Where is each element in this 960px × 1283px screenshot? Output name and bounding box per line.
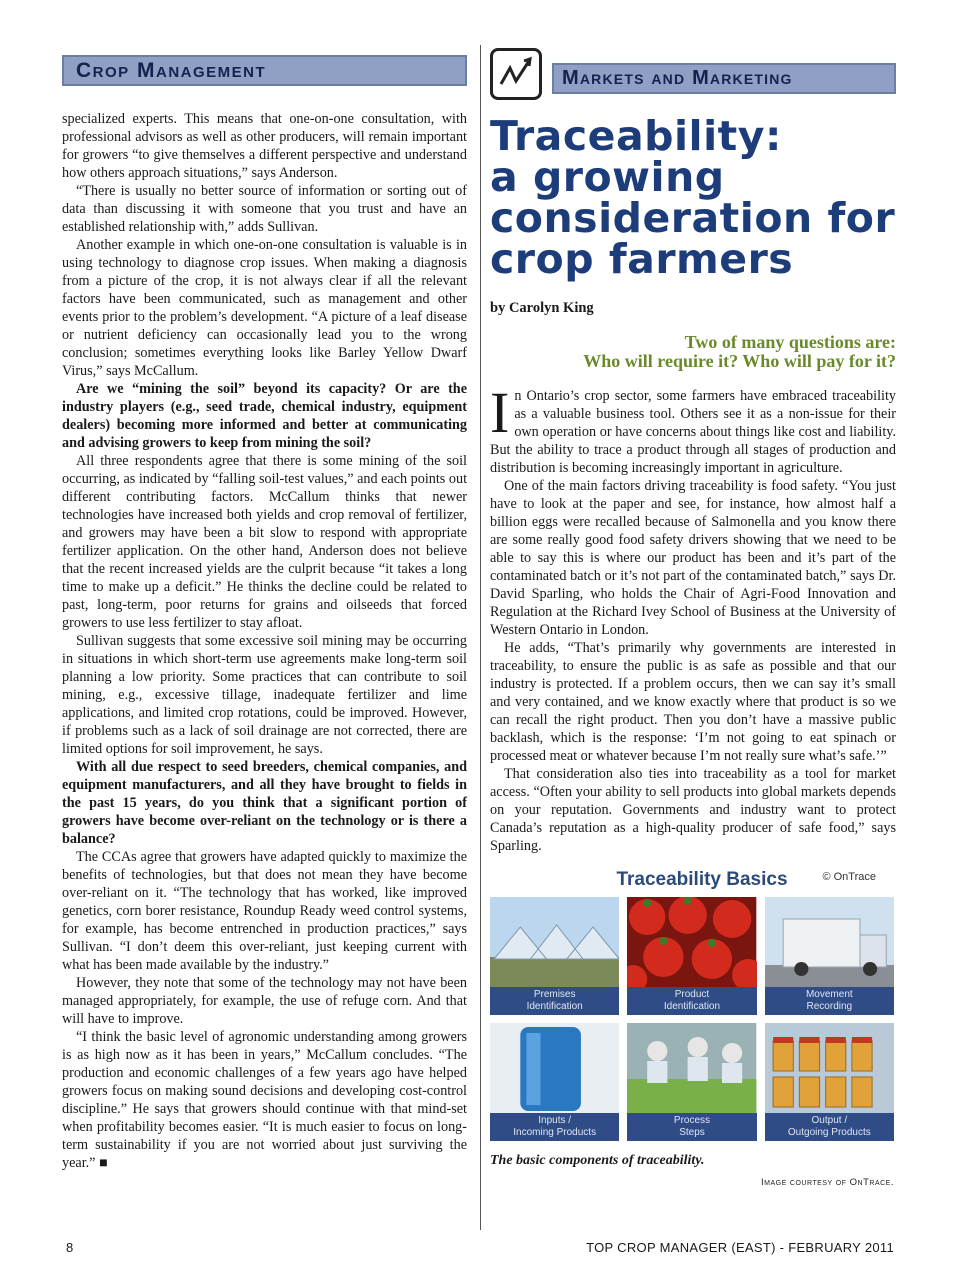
label-line: Identification (526, 1001, 583, 1012)
figure-cell-label (490, 1113, 619, 1141)
figure-cell-label (765, 987, 894, 1015)
figure-cell-label (765, 1113, 894, 1141)
section-header-crop-management (62, 55, 467, 86)
headline-line: consideration for (490, 194, 896, 242)
paragraph: All three respondents agree that there is some mining of the soil occurring, as indicated by “falling soil-test values,” and each points out different contributing factors. McCallum thinks that newer technologies have increased both yields and crop removal of fertilizer, and growers may have been a bit slow to respond with appropriate fertilizer application. On the other hand, Anderson does not believe that the recent increased yields are the culprit because “it takes a long time to make up a deficit.” He thinks the decline could be related to past, long-term, poor returns for grains and oilseeds that forced growers to use less fertilizer to stay afloat. (62, 453, 468, 631)
tomatoes-image (627, 897, 756, 989)
article-deck (490, 333, 896, 371)
figure-cell (765, 1023, 894, 1141)
byline: by Carolyn King (490, 300, 594, 316)
paragraph: “I think the basic level of agronomic understanding among growers is as high now as it has been in years,” McCallum concludes. “The production and economic challenges of a few years ago have helped growers focus on making sound decisions and developing cost-control discipline.” He says that growers should continue with that mind-set when profitability becomes easier. “It is much easier to focus on long-term sustainability if you are not worried about just surviving the year.” ■ (62, 1029, 467, 1171)
section-title: Markets and Marketing (562, 67, 793, 89)
figure-cell-label (627, 987, 756, 1015)
processing-workers-image (627, 1023, 756, 1115)
figure-caption: The basic components of traceability. (490, 1153, 705, 1168)
label-line: Process (673, 1115, 711, 1126)
label-line: Identification (663, 1001, 721, 1012)
label-line: Outgoing Products (787, 1127, 871, 1138)
headline-line: a growing (490, 153, 725, 201)
label-line: Inputs / (538, 1115, 572, 1126)
label-line: Premises (533, 989, 576, 1000)
column-divider (480, 45, 481, 1230)
figure-cell (490, 1023, 619, 1141)
page-number: 8 (66, 1240, 74, 1255)
paragraph: With all due respect to seed breeders, chemical companies, and equipment manufacturers, and all they have brought to fields in the past 15 years, do you think that a significant portion of growers have become over-reliant on the technology or is there a balance? (62, 759, 467, 847)
image-credit: Image courtesy of OnTrace. (761, 1177, 894, 1188)
truck-image (765, 897, 894, 989)
drop-cap: I (490, 380, 510, 445)
figure-cell (627, 897, 756, 1015)
headline-line: crop farmers (490, 235, 794, 283)
deck-line: Who will require it? Who will pay for it? (583, 351, 896, 371)
article-headline (490, 112, 896, 283)
greenhouse-image (490, 897, 619, 989)
paragraph: Sullivan suggests that some excessive soil mining may be occurring in situations in which short-term use agreements make long-term soil planning a low priority. Some practices that can contribute to soil mining, e.g., excessive tillage, inadequate fertilizer and lime applications, and limited crop rotations, could be improved. However, if problems such as a lack of soil drainage are not corrected, there are limited options for soil improvement, he says. (62, 633, 467, 757)
figure-title: Traceability Basics (616, 869, 788, 890)
label-line: Steps (679, 1127, 705, 1138)
paragraph: Another example in which one-on-one consultation is valuable is in using technology to diagnose crop issues. When making a diagnosis from a picture of the crop, it is not always clear if all the relevant factors have been communicated, such as management and other events prior to the problem’s development. “A picture of a leaf disease or nutrient deficiency can occasionally lead you to the wrong conclusion; sometimes everything looks like Barley Yellow Dwarf Virus,” says McCallum. (62, 237, 467, 379)
figure-cell-label (490, 987, 619, 1015)
seed-bag-image (490, 1023, 619, 1115)
label-line: Incoming Products (513, 1127, 597, 1138)
figure-grid (490, 897, 894, 1141)
paragraph: specialized experts. This means that one-on-one consultation, with professional advisors as well as other producers, will remain important for growers “to give themselves a different perspective and understand how others approach situations,” says Anderson. (62, 111, 467, 181)
paragraph: That consideration also ties into traceability as a tool for market access. “Often your ability to sell products into global markets depends on your reputation. Governments and industry want to protect Canada’s reputation as a high-quality producer of safe food,” says Sparling. (490, 766, 896, 854)
left-column (62, 55, 467, 1172)
paragraph-text: n Ontario’s crop sector, some farmers have embraced traceability as a valuable business tool. Others see it as a non-issue for their own operation or have concerns about things like cost and liability. But the ability to trace a product through all stages of production and distribution is becoming increasingly important in agriculture. (490, 388, 896, 476)
paragraph (490, 380, 896, 477)
label-line: Movement (805, 989, 853, 1000)
traceability-figure (490, 869, 894, 1188)
section-header-markets (490, 45, 896, 100)
right-article-body (490, 380, 896, 855)
label-line: Product (674, 989, 710, 1000)
deck-line: Two of many questions are: (684, 332, 896, 352)
figure-copyright: © OnTrace (822, 871, 876, 883)
figure-cell-label (627, 1113, 756, 1141)
paragraph: One of the main factors driving traceability is food safety. “You just have to look at the paper and see, for instance, how almost half a billion eggs were recalled because of Salmonella and you know there are some really good food safety drivers showing that we need to be able to say this is where our product has been and it’s part of the contaminated batch or it’s not part of the contaminated batch,” says Dr. David Sparling, who holds the Chair of Agri-Food Innovation and Regulation at the Richard Ivey School of Business at the University of Western Ontario in London. (490, 478, 896, 638)
label-line: Recording (806, 1001, 853, 1012)
figure-cell (765, 897, 894, 1015)
figure-cell (490, 897, 619, 1015)
chart-trend-icon (490, 48, 542, 100)
figure-cell (627, 1023, 756, 1141)
paragraph: “There is usually no better source of information or sorting out of data than discussing it with someone that you trust and have an established relationship with,” adds Sullivan. (62, 183, 467, 235)
right-column (490, 45, 896, 1188)
jars-image (765, 1023, 894, 1115)
left-article-body (62, 110, 467, 1172)
label-line: Output / (811, 1115, 848, 1126)
section-band (552, 63, 896, 94)
paragraph: Are we “mining the soil” beyond its capacity? Or are the industry players (e.g., seed trade, chemical industry, equipment dealers) becoming more informed and better at communicating and advising growers to keep from mining the soil? (62, 381, 467, 451)
paragraph: The CCAs agree that growers have adapted quickly to maximize the benefits of technologies, but that does not mean they have become over-reliant on it. “The technology that has worked, like improved genetics, corn borer resistance, Roundup Ready weed control systems, for example, has become entrenched in production practices,” says Sullivan. “I don’t deem this over-reliant, just keeping current with what has been made available by the industry.” (62, 849, 467, 973)
section-title: Crop Management (76, 58, 267, 82)
paragraph: However, they note that some of the technology may not have been managed appropriately, for example, the use of refuge corn. And that will have to improve. (62, 975, 467, 1027)
paragraph: He adds, “That’s primarily why governments are interested in traceability, to ensure the public is as safe as possible and that our industry is protected. If a problem occurs, then we can say it’s small and very contained, and we know exactly where that product is so we can recall the right product. Then you don’t have a massive public backlash, which is the response: ‘I’m not going to eat spinach or processed meat or whatever because I’m not really sure what’s safe.’” (490, 640, 896, 764)
publication-footer: TOP CROP MANAGER (EAST) - FEBRUARY 2011 (586, 1240, 894, 1255)
headline-line: Traceability: (490, 112, 782, 160)
